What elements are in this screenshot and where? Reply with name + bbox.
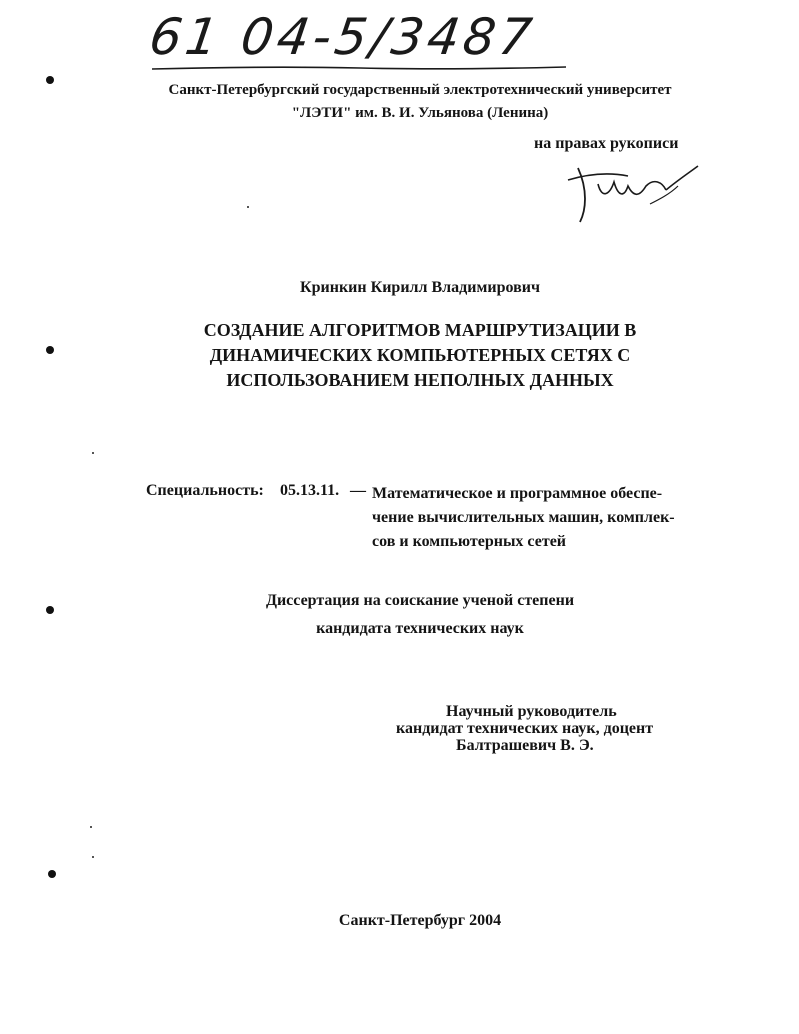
specialty-description-line: Математическое и программное обеспе- — [372, 485, 663, 502]
author-name: Кринкин Кирилл Владимирович — [300, 279, 540, 296]
specialty-label: Специальность: — [146, 482, 264, 499]
scan-speck — [247, 206, 249, 208]
specialty-description-line: чение вычислительных машин, комплек- — [372, 509, 675, 526]
punch-hole — [48, 870, 56, 878]
advisor-name: Балтрашевич В. Э. — [456, 737, 594, 754]
city-year: Санкт-Петербург 2004 — [338, 912, 502, 929]
dissertation-title — [150, 318, 690, 393]
title-line: ИСПОЛЬЗОВАНИЕМ НЕПОЛНЫХ ДАННЫХ — [226, 370, 614, 390]
title-line: ДИНАМИЧЕСКИХ КОМПЬЮТЕРНЫХ СЕТЯХ С — [209, 345, 631, 365]
university-name: Санкт-Петербургский государственный электротехнический университет — [168, 82, 672, 98]
advisor-role: Научный руководитель — [446, 703, 617, 720]
specialty-description — [372, 482, 708, 554]
archive-number: 61 04-5/3487 — [145, 8, 540, 66]
signature-image — [558, 160, 708, 230]
advisor-degree: кандидат технических наук, доцент — [396, 720, 654, 737]
archive-number-underline — [150, 64, 570, 72]
specialty-description-line: сов и компьютерных сетей — [372, 533, 567, 550]
dissertation-degree-line2: кандидата технических наук — [316, 620, 524, 637]
rights-note: на правах рукописи — [534, 135, 679, 152]
university-short-name: "ЛЭТИ" им. В. И. Ульянова (Ленина) — [291, 105, 549, 121]
scan-speck — [92, 856, 94, 858]
scan-speck — [90, 826, 92, 828]
punch-hole — [46, 76, 54, 84]
punch-hole — [46, 606, 54, 614]
specialty-code: 05.13.11. — [280, 482, 340, 499]
dissertation-degree-line1: Диссертация на соискание ученой степени — [265, 592, 575, 609]
title-line: СОЗДАНИЕ АЛГОРИТМОВ МАРШРУТИЗАЦИИ В — [203, 320, 637, 340]
punch-hole — [46, 346, 54, 354]
scan-speck — [92, 452, 94, 454]
specialty-dash: — — [350, 482, 366, 499]
